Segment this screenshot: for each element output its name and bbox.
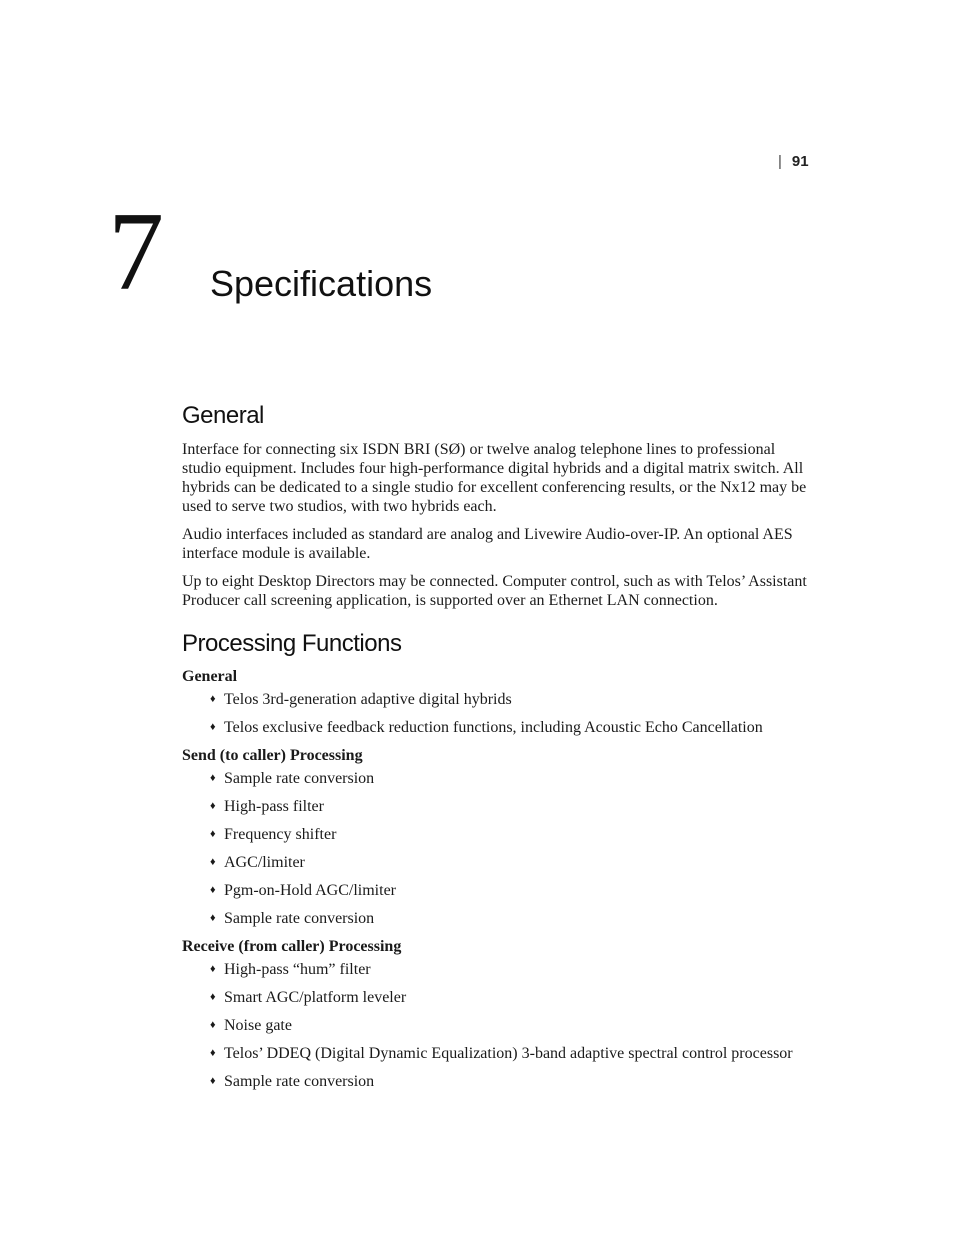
page-content (182, 402, 818, 1100)
list-item-text: Telos’ DDEQ (Digital Dynamic Equalization) 3-band adaptive spectral control processor (224, 1045, 793, 1063)
list-item-text: Sample rate conversion (224, 1073, 375, 1091)
processing-heading: Processing Functions (182, 629, 402, 657)
list-item (210, 881, 818, 900)
diamond-bullet-icon: ♦ (210, 1047, 216, 1060)
list-item (210, 690, 818, 709)
list-item (210, 1072, 818, 1091)
list-item-text: AGC/limiter (224, 854, 305, 872)
list-item (210, 1016, 818, 1035)
list-item (210, 853, 818, 872)
diamond-bullet-icon: ♦ (210, 963, 216, 976)
diamond-bullet-icon: ♦ (210, 721, 216, 734)
group-title-general: General (182, 668, 238, 686)
list-item-text: Telos 3rd-generation adaptive digital hybrids (224, 691, 512, 709)
list-item (210, 825, 818, 844)
diamond-bullet-icon: ♦ (210, 884, 216, 897)
diamond-bullet-icon: ♦ (210, 1075, 216, 1088)
general-paragraph-1: Interface for connecting six ISDN BRI (SØ) or twelve analog telephone lines to professional studio equipment. Includes four high-performance digital hybrids and a digital matrix switch. All hybrids can be dedicated to a single studio for excellent conferencing results, or the Nx12 may be used to serve two studios, with two hybrids each. (182, 440, 807, 515)
group-title-receive: Receive (from caller) Processing (182, 938, 402, 956)
list-item-text: Telos exclusive feedback reduction functions, including Acoustic Echo Cancellation (224, 719, 763, 737)
diamond-bullet-icon: ♦ (210, 828, 216, 841)
list-item (210, 769, 818, 788)
general-paragraph-2: Audio interfaces included as standard are analog and Livewire Audio-over-IP. An optional AES interface module is available. (182, 525, 793, 562)
general-heading: General (182, 402, 264, 429)
group-title-send: Send (to caller) Processing (182, 747, 363, 765)
list-item-text: Sample rate conversion (224, 910, 375, 928)
list-item-text: Noise gate (224, 1017, 292, 1035)
page-number (778, 153, 809, 170)
list-item-text: High-pass “hum” filter (224, 961, 371, 979)
list-item (210, 960, 818, 979)
processing-section (182, 630, 818, 1092)
group-list-general (182, 690, 818, 737)
diamond-bullet-icon: ♦ (210, 856, 216, 869)
list-item (210, 909, 818, 928)
list-item-text: Smart AGC/platform leveler (224, 989, 407, 1007)
group-list-send (182, 769, 818, 928)
diamond-bullet-icon: ♦ (210, 991, 216, 1004)
list-item-text: Pgm-on-Hold AGC/limiter (224, 882, 396, 900)
diamond-bullet-icon: ♦ (210, 772, 216, 785)
list-item (210, 797, 818, 816)
list-item (210, 1044, 818, 1063)
diamond-bullet-icon: ♦ (210, 1019, 216, 1032)
list-item-text: Sample rate conversion (224, 770, 375, 788)
general-section (182, 402, 818, 610)
page-number-separator: | (778, 153, 782, 170)
list-item-text: Frequency shifter (224, 826, 337, 844)
general-paragraph-3: Up to eight Desktop Directors may be connected. Computer control, such as with Telos’ Assistant Producer call screening application, is supported over an Ethernet LAN connection. (182, 572, 807, 609)
group-list-receive (182, 960, 818, 1091)
diamond-bullet-icon: ♦ (210, 912, 216, 925)
list-item (210, 988, 818, 1007)
page-number-value: 91 (791, 153, 809, 170)
diamond-bullet-icon: ♦ (210, 693, 216, 706)
list-item-text: High-pass filter (224, 798, 324, 816)
diamond-bullet-icon: ♦ (210, 800, 216, 813)
list-item (210, 718, 818, 737)
chapter-title: Specifications (210, 263, 433, 304)
chapter-number: 7 (108, 190, 164, 314)
